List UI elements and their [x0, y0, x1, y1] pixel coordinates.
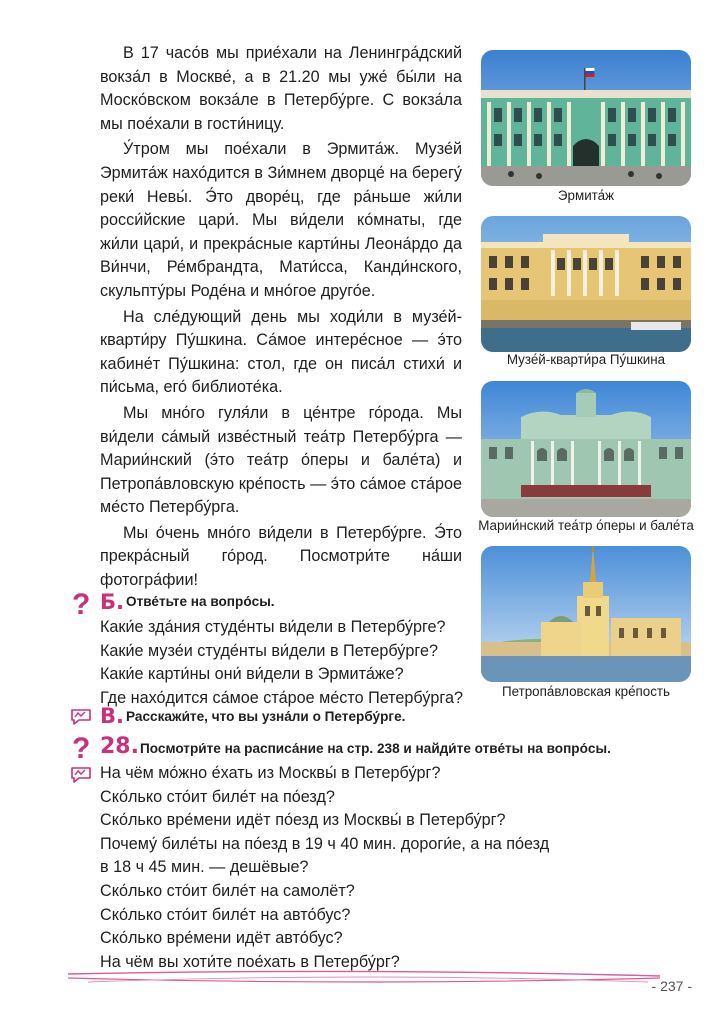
list-item: в 18 ч 45 мин. — дешёвые?: [100, 858, 309, 877]
exercise-questions: [100, 762, 549, 974]
page-number: - 237 -: [651, 978, 692, 994]
peter-paul-fortress-caption: Петропа́вловская кре́пость: [501, 684, 671, 699]
exercise-number: 28.: [100, 734, 139, 759]
speech-bubble-icon: [70, 766, 92, 784]
list-item: Каки́е карти́ны они́ ви́дели в Эрмита́же?: [100, 665, 404, 684]
paragraph-arrival: В 17 часо́в мы прие́хали на Ленингра́дский вокза́л в Москве́, а в 21.20 мы уже́ бы́ли на Моско́вском вокза́ле в Петербу́рге. С вокза́ла мы пое́хали в гости́ницу.: [100, 44, 462, 133]
section-b-questions: [100, 616, 463, 710]
list-item: Ско́лько сто́ит биле́т на самолёт?: [100, 881, 355, 900]
peter-paul-fortress-photo: [481, 546, 691, 682]
mariinsky-theatre-photo: [481, 381, 691, 517]
pushkin-apartment-caption: Музе́й-кварти́ра Пу́шкина: [506, 352, 666, 367]
list-item: На чём мо́жно е́хать из Москвы́ в Петербу́рг?: [100, 764, 441, 782]
list-item: Ско́лько сто́ит биле́т на авто́бус?: [100, 905, 351, 924]
hermitage-photo: [481, 50, 691, 186]
hermitage-caption: Эрмита́ж: [557, 188, 615, 203]
list-item: Ско́лько сто́ит биле́т на по́езд?: [100, 787, 335, 806]
question-mark-icon: ?: [72, 732, 91, 765]
paragraph-hermitage: У́тром мы пое́хали в Эрмита́ж. Музе́й Эрмита́ж нахо́дится в Зи́мнем дворце́ на берегу́ реки́ Невы́. Э́то дворе́ц, где ра́ньше жи́ли росси́йские цари́. Мы ви́дели ко́мнаты, где жи́ли цари́, и прекра́сные карти́ны Леона́рдо да Ви́нчи, Ре́мбрандта, Мати́сса, Канди́нского, скульпту́ры Роде́на и мно́гое друго́е.: [100, 140, 462, 300]
list-item: Почему́ биле́ты на по́езд в 19 ч 40 мин. дороги́е, а на по́езд: [100, 834, 550, 853]
list-item: Ско́лько вре́мени идёт авто́бус?: [100, 929, 343, 948]
reading-text: [100, 42, 462, 595]
footer-divider: [68, 966, 660, 992]
list-item: Каки́е музе́и студе́нты ви́дели в Петербу́рге?: [100, 641, 438, 660]
section-v-letter: В.: [100, 704, 124, 728]
section-b-title: Отве́тьте на вопро́сы.: [126, 594, 275, 609]
list-item: Каки́е зда́ния студе́нты ви́дели в Петербу́рге?: [100, 618, 446, 636]
list-item: На чём вы хоти́те пое́хать в Петербу́рг?: [100, 952, 400, 971]
exercise-title: Посмотри́те на расписа́ние на стр. 238 и найди́те отве́ты на вопро́сы.: [140, 741, 611, 756]
list-item: Где нахо́дится са́мое ста́рое ме́сто Петербу́рга?: [100, 688, 463, 707]
mariinsky-theatre-caption: Марии́нский теа́тр о́перы и бале́та: [478, 518, 694, 533]
list-item: Ско́лько вре́мени идёт по́езд из Москвы́ в Петербу́рг?: [100, 811, 506, 830]
section-v-title: Расскажи́те, что вы узна́ли о Петербу́рге.: [126, 709, 406, 724]
question-mark-icon: ?: [72, 588, 91, 621]
paragraph-pushkin: На сле́дующий день мы ходи́ли в музе́й-кварти́ру Пу́шкина. Са́мое интере́сное — э́то кабине́т Пу́шкина: стол, где он писа́л стихи́ и пи́сьма, его́ библиоте́ка.: [100, 307, 462, 397]
speech-bubble-icon: [70, 708, 92, 726]
paragraph-conclusion: Мы о́чень мно́го ви́дели в Петербу́рге. Э́то прекра́сный го́род. Посмотри́те на́ши фотогра́фии!: [100, 523, 462, 590]
pushkin-apartment-photo: [481, 216, 691, 352]
section-b-letter: Б.: [100, 590, 124, 614]
paragraph-city-center: Мы мно́го гуля́ли в це́нтре го́рода. Мы ви́дели са́мый изве́стный теа́тр Петербу́рга — Марии́нский (э́то теа́тр о́перы и бале́та) и Петропа́вловскую кре́пость — э́то са́мое ста́рое ме́сто Петербу́рга.: [100, 403, 462, 517]
